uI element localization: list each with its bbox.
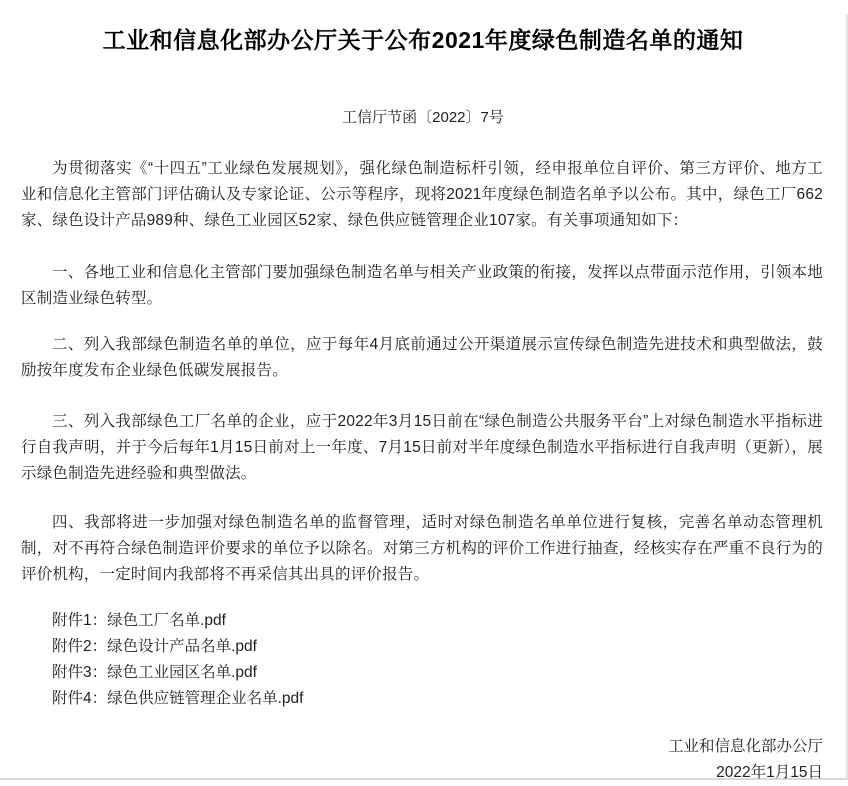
notice-paragraph-intro: 为贯彻落实《“十四五”工业绿色发展规划》，强化绿色制造标杆引领，经申报单位自评价、第三方评价、地方工业和信息化主管部门评估确认及专家论证、公示等程序，现将2021年度绿色制造名单予以公布。其中，绿色工厂662家、绿色设计产品989种、绿色工业园区52家、绿色供应链管理企业107家。有关事项通知如下： <box>21 160 823 230</box>
attachment-list <box>21 608 823 712</box>
notice-body <box>0 156 846 786</box>
issue-date: 2022年1月15日 <box>716 764 823 782</box>
attachment-item-1[interactable]: 附件1：绿色工厂名单.pdf <box>52 612 226 630</box>
doc-number: 工信厅节函〔2022〕7号 <box>342 109 504 127</box>
notice-paragraph-item-4: 四、我部将进一步加强对绿色制造名单的监督管理，适时对绿色制造名单单位进行复核，完善名单动态管理机制，对不再符合绿色制造评价要求的单位予以除名。对第三方机构的评价工作进行抽查，经核实存在严重不良行为的评价机构，一定时间内我部将不再采信其出具的评价报告。 <box>21 514 823 584</box>
notice-paragraph-item-1: 一、各地工业和信息化主管部门要加强绿色制造名单与相关产业政策的衔接，发挥以点带面示范作用，引领本地区制造业绿色转型。 <box>21 264 823 308</box>
page-title: 工业和信息化部办公厅关于公布2021年度绿色制造名单的通知 <box>102 27 744 54</box>
issuing-agency: 工业和信息化部办公厅 <box>667 738 823 756</box>
attachment-item-3[interactable]: 附件3：绿色工业园区名单.pdf <box>52 664 257 682</box>
attachment-item-2[interactable]: 附件2：绿色设计产品名单.pdf <box>52 638 257 656</box>
attachment-item-4[interactable]: 附件4：绿色供应链管理企业名单.pdf <box>52 690 304 708</box>
signature-block <box>21 734 823 786</box>
notice-paragraph-item-2: 二、列入我部绿色制造名单的单位，应于每年4月底前通过公开渠道展示宣传绿色制造先进技术和典型做法，鼓励按年度发布企业绿色低碳发展报告。 <box>21 336 823 380</box>
notice-paragraph-item-3: 三、列入我部绿色工厂名单的企业，应于2022年3月15日前在“绿色制造公共服务平台”上对绿色制造水平指标进行自我声明，并于今后每年1月15日前对上一年度、7月15日前对半年度绿色制造水平指标进行自我声明（更新），展示绿色制造先进经验和典型做法。 <box>21 413 823 483</box>
notice-page <box>0 15 848 780</box>
